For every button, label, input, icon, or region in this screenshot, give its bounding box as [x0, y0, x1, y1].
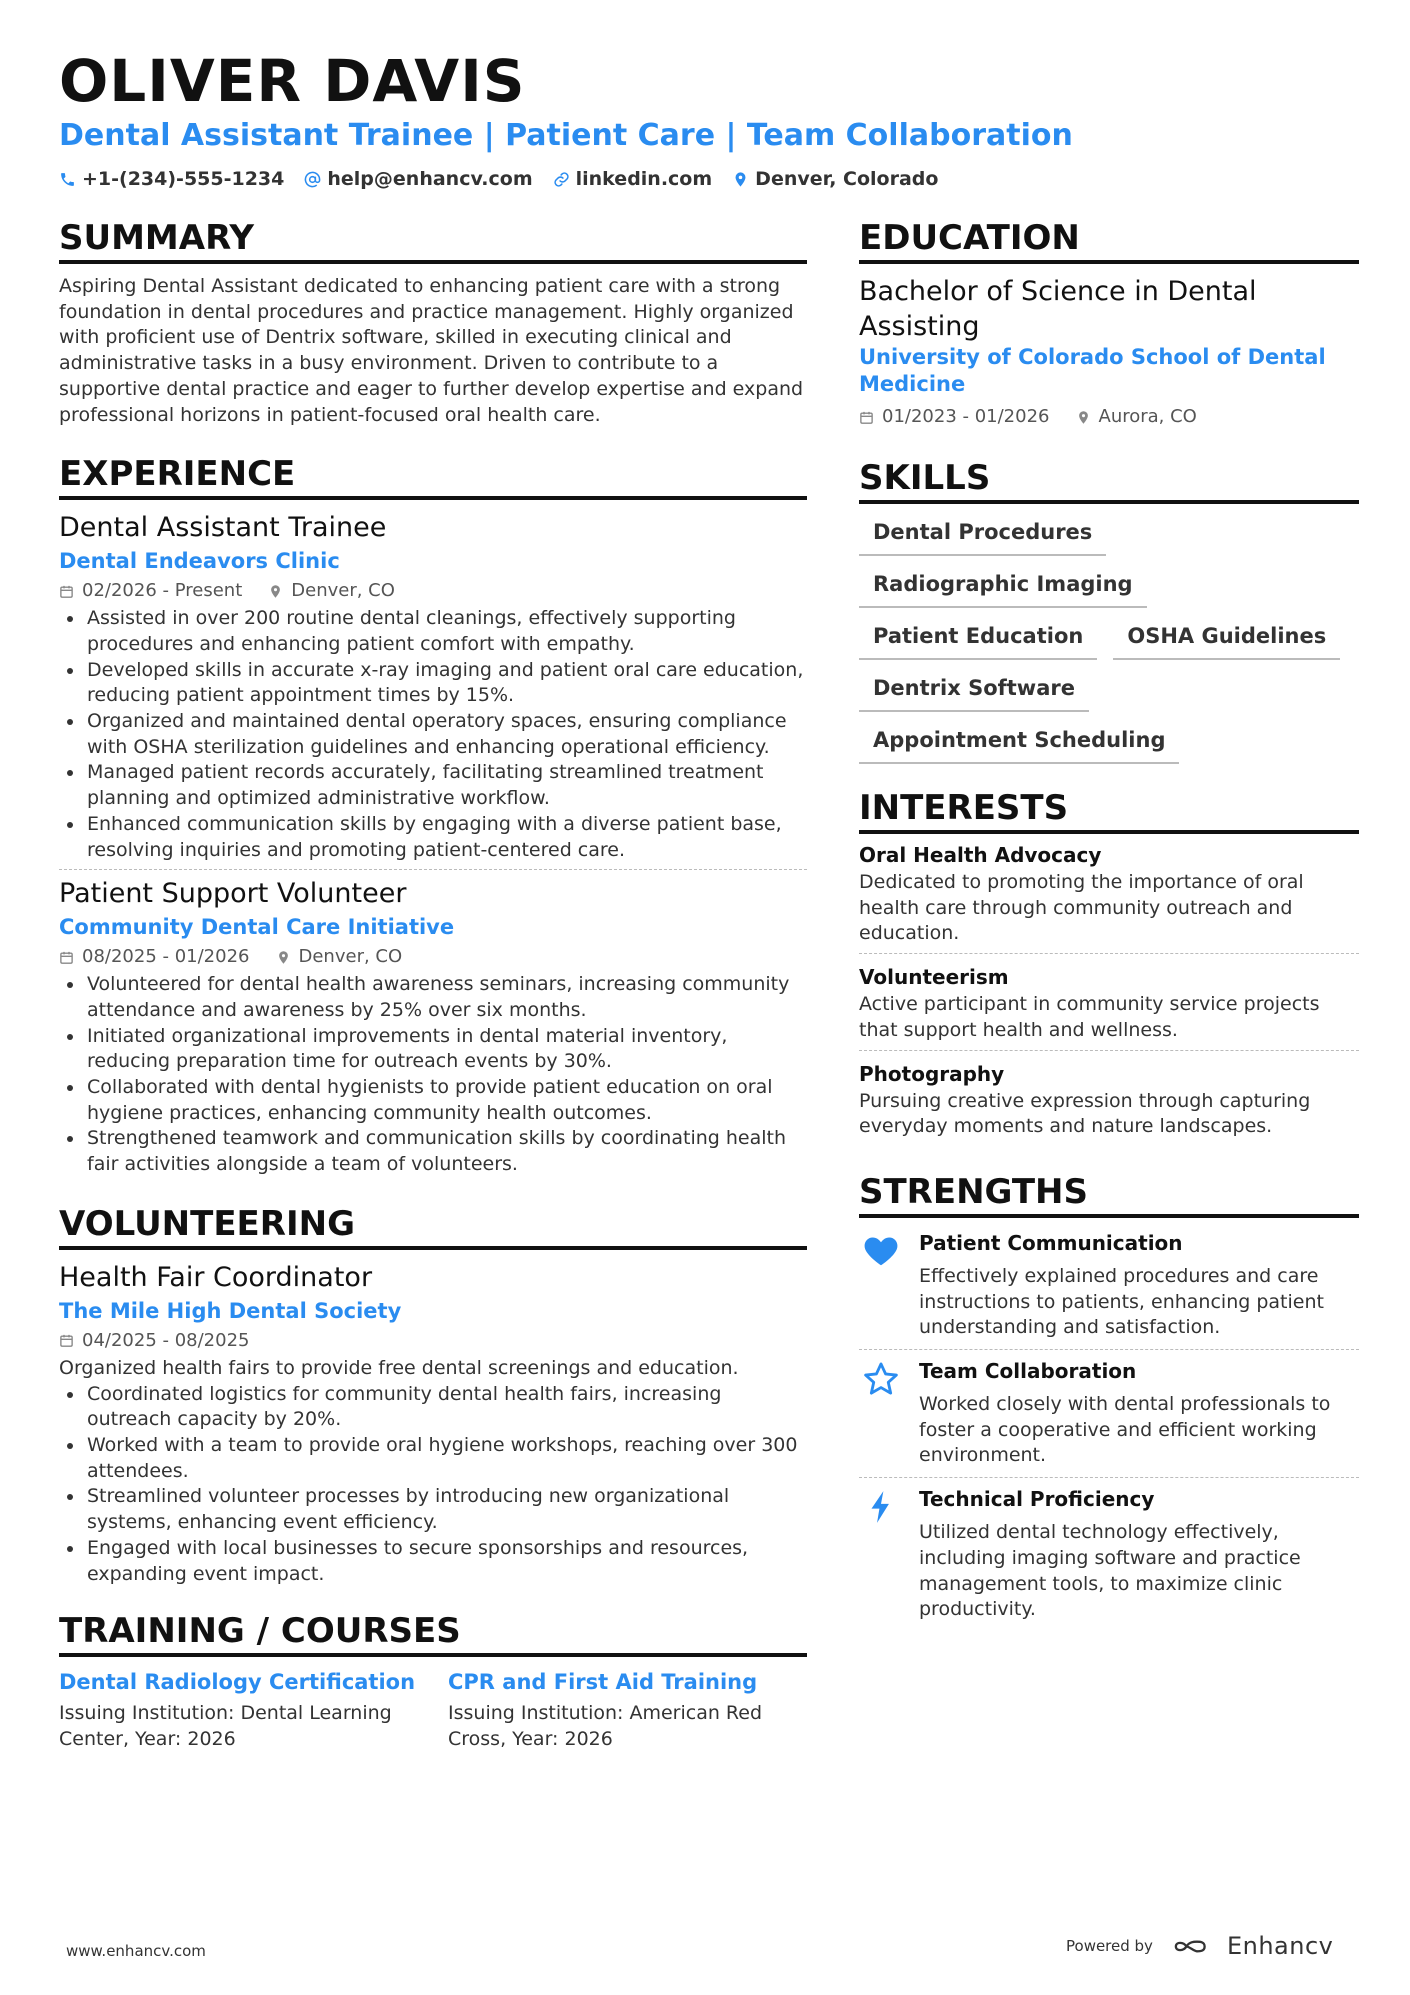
skill-tag: Dental Procedures [859, 514, 1106, 556]
strength-text: Worked closely with dental professionals to foster a cooperative and efficient working environment. [919, 1393, 1331, 1467]
brand-name: Enhancv [1226, 1932, 1334, 1960]
volunteer-dates: 04/2025 - 08/2025 [59, 1326, 250, 1356]
contact-phone[interactable] [59, 168, 284, 190]
course-name: CPR and First Aid Training [448, 1670, 758, 1695]
left-column [59, 218, 807, 1753]
footer-website[interactable]: www.enhancv.com [66, 1942, 206, 1960]
calendar-icon [859, 410, 874, 425]
powered-by-label: Powered by [1066, 1937, 1153, 1955]
education-location: Aurora, CO [1076, 402, 1197, 432]
degree: Bachelor of Science in Dental Assisting [859, 276, 1257, 342]
employer-name: Dental Endeavors Clinic [59, 549, 340, 574]
bullet-item: Volunteered for dental health awareness seminars, increasing community attendance and awareness by 25% over six months. [59, 972, 807, 1023]
skill-tag: Radiographic Imaging [859, 566, 1147, 608]
heart-icon [862, 1232, 900, 1270]
skill-tag: Dentrix Software [859, 670, 1089, 712]
contact-bar [59, 168, 938, 190]
experience-entry [59, 510, 807, 870]
job-location: Denver, CO [268, 576, 395, 606]
bullet-item: Streamlined volunteer processes by introducing new organizational systems, enhancing event efficiency. [59, 1484, 807, 1535]
bullet-item: Worked with a team to provide oral hygiene workshops, reaching over 300 attendees. [59, 1433, 807, 1484]
location-pin-icon [268, 584, 283, 599]
bullet-item: Organized and maintained dental operatory spaces, ensuring compliance with OSHA sterilization guidelines and enhancing operational efficiency. [59, 709, 807, 760]
interest-text: Active participant in community service projects that support health and wellness. [859, 993, 1320, 1041]
interest-name: Oral Health Advocacy [859, 843, 1102, 867]
course-detail: Issuing Institution: American Red Cross, Year: 2026 [448, 1702, 763, 1750]
bullet-item: Enhanced communication skills by engaging with a diverse patient base, resolving inquiries and promoting patient-centered care. [59, 812, 807, 863]
education-dates: 01/2023 - 01/2026 [859, 402, 1050, 432]
job-meta [59, 576, 807, 606]
email-text: help@enhancv.com [327, 168, 533, 190]
education-meta [859, 402, 1359, 432]
star-icon [862, 1360, 900, 1398]
course-name: Dental Radiology Certification [59, 1670, 416, 1695]
link-icon [553, 171, 570, 188]
contact-linkedin[interactable] [553, 168, 713, 190]
bullet-item: Developed skills in accurate x-ray imaging and patient oral care education, reducing patient appointment times by 15%. [59, 658, 807, 709]
course-item [59, 1667, 418, 1752]
strength-name: Patient Communication [919, 1230, 1183, 1255]
job-dates: 02/2026 - Present [59, 576, 242, 606]
job-bullets [59, 606, 807, 863]
at-icon [304, 171, 321, 188]
volunteer-description: Organized health fairs to provide free dental screenings and education. [59, 1356, 739, 1379]
training-list [59, 1667, 807, 1752]
skill-tag: Patient Education [859, 618, 1097, 660]
location-pin-icon [276, 950, 291, 965]
interests-section [859, 788, 1359, 1146]
strength-item [859, 1350, 1359, 1478]
volunteer-org: The Mile High Dental Society [59, 1298, 402, 1323]
calendar-icon [59, 950, 74, 965]
course-detail: Issuing Institution: Dental Learning Center, Year: 2026 [59, 1702, 392, 1750]
job-bullets [59, 972, 807, 1178]
linkedin-text: linkedin.com [575, 168, 713, 190]
training-section [59, 1611, 807, 1752]
bullet-item: Assisted in over 200 routine dental cleanings, effectively supporting procedures and enhancing patient comfort with empathy. [59, 606, 807, 657]
contact-location [732, 168, 938, 190]
strength-item [859, 1222, 1359, 1350]
phone-icon [59, 171, 76, 188]
contact-email[interactable] [304, 168, 532, 190]
interest-item [859, 960, 1359, 1050]
experience-entry [59, 876, 807, 1182]
job-location: Denver, CO [276, 942, 403, 972]
strength-name: Technical Proficiency [919, 1487, 1155, 1512]
strength-name: Team Collaboration [919, 1359, 1137, 1384]
brand-logo[interactable] [1173, 1932, 1333, 1960]
job-title: Patient Support Volunteer [59, 878, 407, 910]
location-text: Denver, Colorado [755, 168, 939, 190]
skills-title: SKILLS [859, 458, 1359, 504]
enhancv-logo-icon [1173, 1935, 1219, 1958]
interests-title: INTERESTS [859, 788, 1359, 834]
summary-text: Aspiring Dental Assistant dedicated to enhancing patient care with a strong foundation in dental procedures and practice management. Highly organized with proficient use of Dentrix software, skilled in executing clinical and administrative tasks in a busy environment. Driven to contribute to a supportive dental practice and eager to further develop expertise and expand professional horizons in patient-focused oral health care. [59, 275, 804, 426]
strength-text: Utilized dental technology effectively, including imaging software and practice management tools, to maximize clinic productivity. [919, 1521, 1301, 1621]
employer-name: Community Dental Care Initiative [59, 915, 455, 940]
job-dates: 08/2025 - 01/2026 [59, 942, 250, 972]
bullet-item: Coordinated logistics for community dental health fairs, increasing outreach capacity by 20%. [59, 1382, 807, 1433]
strength-item [859, 1478, 1359, 1631]
phone-text: +1-(234)-555-1234 [82, 168, 285, 190]
bullet-item: Collaborated with dental hygienists to provide patient education on oral hygiene practices, enhancing community health outcomes. [59, 1075, 807, 1126]
right-column [859, 218, 1359, 1631]
course-item [448, 1667, 807, 1752]
volunteer-meta [59, 1326, 807, 1356]
summary-title: SUMMARY [59, 218, 807, 264]
skills-section [859, 458, 1359, 764]
education-section [859, 218, 1359, 432]
bullet-item: Engaged with local businesses to secure sponsorships and resources, expanding event impact. [59, 1536, 807, 1587]
location-pin-icon [732, 171, 749, 188]
skills-list [859, 514, 1359, 764]
bullet-item: Strengthened teamwork and communication skills by coordinating health fair activities alongside a team of volunteers. [59, 1126, 807, 1177]
strengths-title: STRENGTHS [859, 1172, 1359, 1218]
interest-name: Photography [859, 1061, 1005, 1086]
calendar-icon [59, 584, 74, 599]
summary-section [59, 218, 807, 428]
calendar-icon [59, 1333, 74, 1348]
volunteering-section [59, 1204, 807, 1587]
experience-section [59, 454, 807, 1182]
headline: Dental Assistant Trainee | Patient Care | Team Collaboration [59, 118, 1073, 153]
footer-branding [1066, 1932, 1333, 1960]
volunteering-title: VOLUNTEERING [59, 1204, 807, 1250]
interest-name: Volunteerism [859, 965, 1009, 990]
bullet-item: Managed patient records accurately, facilitating streamlined treatment planning and optimized administrative workflow. [59, 760, 807, 811]
volunteer-role: Health Fair Coordinator [59, 1261, 373, 1293]
education-title: EDUCATION [859, 218, 1359, 264]
skill-tag: OSHA Guidelines [1113, 618, 1340, 660]
bolt-icon [862, 1488, 900, 1526]
interest-text: Pursuing creative expression through capturing everyday moments and nature landscapes. [859, 1089, 1311, 1138]
candidate-name: OLIVER DAVIS [59, 47, 526, 115]
strengths-section [859, 1172, 1359, 1631]
strength-text: Effectively explained procedures and care instructions to patients, enhancing patient understanding and satisfaction. [919, 1264, 1324, 1339]
interest-text: Dedicated to promoting the importance of oral health care through community outreach and education. [859, 871, 1304, 945]
school-name: University of Colorado School of Dental Medicine [859, 345, 1326, 396]
skill-tag: Appointment Scheduling [859, 722, 1179, 764]
experience-title: EXPERIENCE [59, 454, 807, 500]
job-title: Dental Assistant Trainee [59, 512, 387, 544]
training-title: TRAINING / COURSES [59, 1611, 807, 1657]
volunteer-bullets [59, 1382, 807, 1588]
location-pin-icon [1076, 410, 1091, 425]
interest-item [859, 1057, 1359, 1146]
job-meta [59, 942, 807, 972]
bullet-item: Initiated organizational improvements in dental material inventory, reducing preparation time for outreach events by 30%. [59, 1024, 807, 1075]
interest-item [859, 838, 1359, 954]
